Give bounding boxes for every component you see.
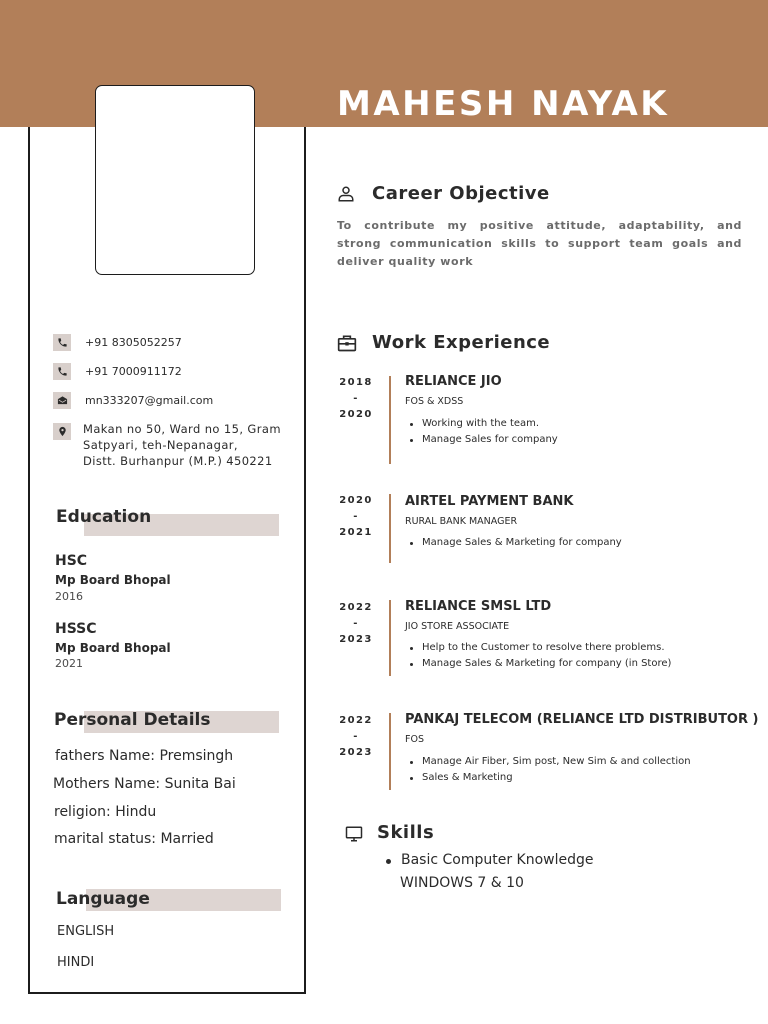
timeline-line [389, 376, 391, 464]
job-year-start: 2018 [339, 377, 373, 388]
job-role: FOS & XDSS [405, 396, 464, 407]
career-objective-heading: Career Objective [372, 183, 550, 204]
phone-icon [53, 363, 71, 380]
skill-item: WINDOWS 7 & 10 [400, 875, 524, 891]
personal-details-heading: Personal Details [54, 710, 211, 730]
email-address: mn333207@gmail.com [85, 394, 214, 407]
job-year-end: 2020 [339, 409, 373, 420]
job-year-end: 2021 [339, 527, 373, 538]
job-role: FOS [405, 734, 424, 745]
education-year-hssc: 2021 [55, 657, 83, 670]
contact-phone-1 [53, 334, 182, 351]
job-role: JIO STORE ASSOCIATE [405, 621, 510, 632]
job-years [336, 493, 376, 541]
job-company: AIRTEL PAYMENT BANK [405, 494, 574, 509]
job-points [422, 640, 671, 672]
location-pin-icon [53, 423, 71, 440]
education-title-hssc: HSSC [55, 621, 97, 637]
job-year-start: 2022 [339, 602, 373, 613]
job-year-start: 2022 [339, 715, 373, 726]
timeline-line [389, 713, 391, 790]
year-separator: - [353, 731, 359, 742]
job-company: RELIANCE JIO [405, 374, 502, 389]
job-point: Manage Sales & Marketing for company [422, 535, 622, 551]
address-line-3: Distt. Burhanpur (M.P.) 450221 [83, 454, 273, 468]
job-company: PANKAJ TELECOM (RELIANCE LTD DISTRIBUTOR ) [405, 712, 759, 727]
year-separator: - [353, 618, 359, 629]
education-year-hsc: 2016 [55, 590, 83, 603]
job-points [422, 535, 622, 551]
timeline-line [389, 494, 391, 563]
mother-name: Mothers Name: Sunita Bai [53, 776, 236, 792]
job-years [336, 600, 376, 648]
bullet [386, 859, 391, 864]
job-role: RURAL BANK MANAGER [405, 516, 518, 527]
marital-status: marital status: Married [54, 831, 214, 847]
address-line-2: Satpyari, teh-Nepanagar, [83, 438, 238, 452]
job-year-end: 2023 [339, 747, 373, 758]
work-experience-heading: Work Experience [372, 332, 551, 353]
contact-email [53, 392, 213, 409]
phone-number-2: +91 7000911172 [85, 365, 182, 378]
monitor-icon [345, 825, 363, 843]
candidate-name: MAHESH NAYAK [337, 84, 670, 124]
job-point: Working with the team. [422, 416, 558, 432]
profile-photo-frame [95, 85, 255, 275]
address-line-1: Makan no 50, Ward no 15, Gram [83, 422, 281, 436]
contact-phone-2 [53, 363, 182, 380]
briefcase-icon [337, 333, 357, 353]
language-heading: Language [56, 889, 150, 909]
job-years [336, 713, 376, 761]
year-separator: - [353, 393, 359, 404]
job-points [422, 754, 691, 786]
job-point: Manage Sales for company [422, 432, 558, 448]
phone-number-1: +91 8305052257 [85, 336, 182, 349]
job-points [422, 416, 558, 448]
envelope-icon [53, 392, 71, 409]
skill-item: Basic Computer Knowledge [401, 852, 594, 868]
education-board-hsc: Mp Board Bhopal [55, 573, 171, 587]
contact-address [53, 423, 281, 469]
timeline-line [389, 600, 391, 676]
job-point: Manage Air Fiber, Sim post, New Sim & and collection [422, 754, 691, 770]
education-heading: Education [56, 507, 152, 527]
skills-heading: Skills [377, 822, 435, 843]
job-point: Help to the Customer to resolve there problems. [422, 640, 671, 656]
education-board-hssc: Mp Board Bhopal [55, 641, 171, 655]
language-item: HINDI [57, 955, 95, 970]
job-point: Sales & Marketing [422, 770, 691, 786]
job-point: Manage Sales & Marketing for company (in Store) [422, 656, 671, 672]
job-year-start: 2020 [339, 495, 373, 506]
religion: religion: Hindu [54, 804, 157, 820]
language-item: ENGLISH [57, 924, 115, 939]
career-objective-text: To contribute my positive attitude, adaptability, and strong communication skills to support team goals and deliver quality work [337, 219, 742, 268]
user-icon [337, 185, 355, 203]
job-company: RELIANCE SMSL LTD [405, 599, 552, 614]
phone-icon [53, 334, 71, 351]
year-separator: - [353, 511, 359, 522]
job-years [336, 375, 376, 423]
father-name: fathers Name: Premsingh [55, 748, 234, 764]
education-title-hsc: HSC [55, 553, 88, 569]
job-year-end: 2023 [339, 634, 373, 645]
